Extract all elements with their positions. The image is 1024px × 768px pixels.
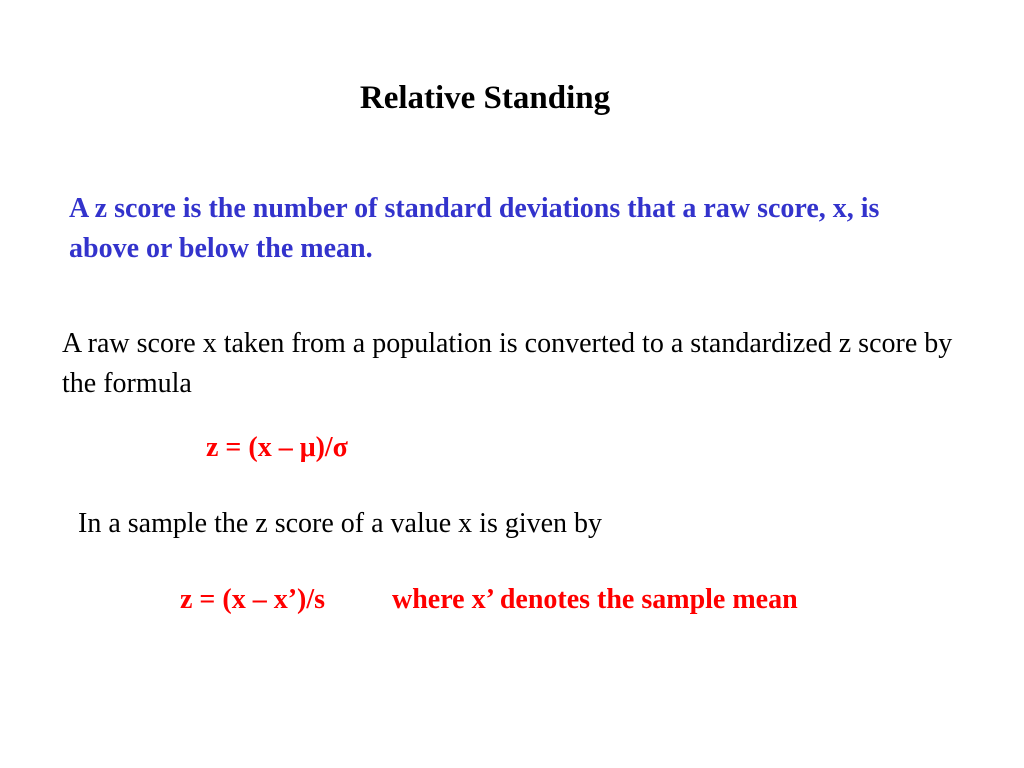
slide-title	[0, 78, 1024, 118]
sample-z-text: In a sample the z score of a value x is given by	[78, 508, 603, 539]
population-conversion-text: A raw score x taken from a population is converted to a standardized z score by the formula	[62, 328, 953, 399]
population-z-formula: z = (x – μ)/σ	[206, 432, 348, 463]
sample-z-formula: z = (x – x’)/s	[180, 584, 326, 615]
z-score-definition: A z score is the number of standard deviations that a raw score, x, is above or below the mean.	[69, 193, 880, 264]
sample-mean-note: where x’ denotes the sample mean	[392, 584, 798, 615]
slide-title-text: Relative Standing	[359, 80, 611, 116]
